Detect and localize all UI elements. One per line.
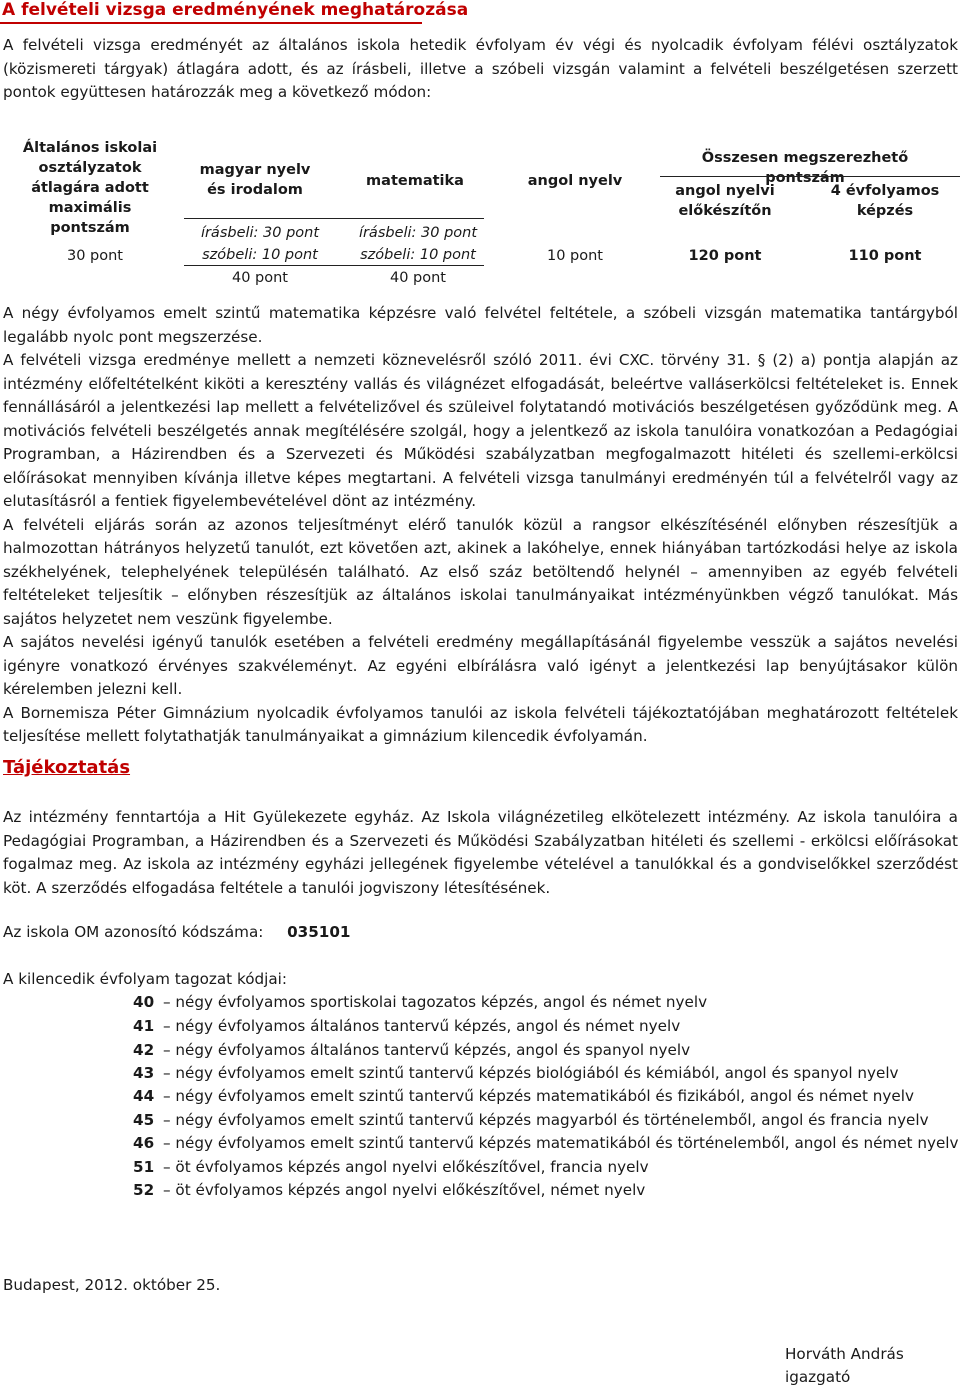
- total-header: Összesen megszerezhető pontszám: [701, 150, 909, 186]
- om-code: 035101: [287, 923, 351, 941]
- list-item: 41 – négy évfolyamos általános tantervű képzés, angol és német nyelv: [133, 1017, 681, 1035]
- hungarian-written: írásbeli: 30 pont: [200, 225, 320, 241]
- list-item: 43 – négy évfolyamos emelt szintű tantervű képzés biológiából és kémiából, angol és spanyol nyelv: [133, 1064, 899, 1082]
- page-title: A felvételi vizsga eredményének meghatározása: [2, 0, 469, 20]
- math-oral: szóbeli: 10 pont: [360, 247, 476, 263]
- list-item: 45 – négy évfolyamos emelt szintű tantervű képzés magyarból és történelemből, angol és francia nyelv: [133, 1111, 929, 1129]
- om-code-line: [3, 923, 350, 941]
- continuation-paragraph: A Bornemisza Péter Gimnázium nyolcadik évfolyamos tanulói az iskola felvételi tájékoztatójában meghatározott feltételek teljesítése mellett folytathatják tanulmányaikat a gimnázium kilencedik évfolyamán.: [3, 703, 958, 745]
- english-value: 10 pont: [546, 248, 603, 264]
- list-item: 46 – négy évfolyamos emelt szintű tantervű képzés matematikából és történelemből, angol és német nyelv: [133, 1134, 959, 1152]
- religion-condition-paragraph: A felvételi vizsga eredménye mellett a nemzeti köznevelésről szóló 2011. évi CXC. törvény 31. § (2) a) pontja alapján az intézmény előfeltételként kiköti a keresztény vallás és világnézet elfogadását, beleértve valláserkölcsi feltételeket is. Ennek fennállásáról a jelentkezési lap mellett a felvételizővel és szüleivel folytatandó motivációs beszélgetésen győződünk meg. A motivációs felvételi beszélgetés annak megítélésére szolgál, hogy a jelentkező az iskola tanulóira vonatkozóan a Pedagógiai Programban, a Házirendben és a Szervezeti és Működési szabályzatban megfogalmazott hitéleti és szellemi-erkölcsi előírásokat mennyiben kívánja illetve képes megtartani. A felvételi vizsga tanulmányi eredményén túl a felvételről vagy az elutasításról a fentiek figyelembevételével dönt az intézmény.: [3, 351, 958, 510]
- math-total: 40 pont: [389, 270, 446, 286]
- info-paragraph: [3, 806, 958, 900]
- info-text: Az intézmény fenntartója a Hit Gyülekezete egyház. Az Iskola világnézetileg elkötelezett intézmény. Az iskola tanulóira a Pedagógiai Programban, a Házirendben és a Szervezeti és Működési Szabályzatban hitéleti és szellemi - erkölcsi előírásokat fogalmaz meg. Az iskola az intézmény egyházi jellegének figyelembe vételével a tanulókkal és a gondviselőkkel szerződést köt. A szerződés elfogadása feltétele a tanulói jogviszony létesítésének.: [3, 808, 958, 897]
- avg-value: 30 pont: [66, 248, 123, 264]
- four-year-total-value: 110 pont: [848, 248, 922, 264]
- math-condition-paragraph: A négy évfolyamos emelt szintű matematika képzésre való felvétel feltétele, a szóbeli vizsgán matematika tantárgyból legalább nyolc pont megszerzése.: [3, 304, 958, 346]
- place-date: Budapest, 2012. október 25.: [3, 1276, 221, 1294]
- intro-paragraph: [3, 34, 958, 105]
- written-row-rule: [184, 218, 484, 219]
- prep-total-value: 120 pont: [688, 248, 762, 264]
- points-table: [0, 138, 960, 290]
- list-item: 44 – négy évfolyamos emelt szintű tantervű képzés matematikából és fizikából, angol és német nyelv: [133, 1087, 914, 1105]
- sub-prep-header: angol nyelvi előkészítőn: [675, 183, 775, 219]
- list-item: 52 – öt évfolyamos képzés angol nyelvi előkészítővel, német nyelv: [133, 1181, 646, 1199]
- signer-name: Horváth András: [785, 1345, 904, 1363]
- special-needs-paragraph: A sajátos nevelési igényű tanulók esetében a felvételi eredmény megállapításánál figyelembe vesszük a sajátos nevelési igényre vonatkozó érvényes szakvéleményt. Az egyéni elbírálásra való igényt a jelentkezési lap benyújtásakor külön kérelemben jelezni kell.: [3, 633, 958, 698]
- total-row-rule: [184, 265, 484, 266]
- signer-title: igazgató: [785, 1368, 851, 1386]
- om-label: Az iskola OM azonosító kódszáma:: [3, 923, 264, 941]
- total-header-rule: [660, 176, 960, 177]
- info-heading: Tájékoztatás: [3, 757, 131, 778]
- list-item: 42 – négy évfolyamos általános tantervű képzés, angol és spanyol nyelv: [133, 1041, 691, 1059]
- col-hungarian-header: magyar nyelv és irodalom: [199, 162, 311, 198]
- sub-4year-header: 4 évfolyamos képzés: [830, 183, 940, 219]
- hungarian-oral: szóbeli: 10 pont: [202, 247, 318, 263]
- intro-text: A felvételi vizsga eredményét az általános iskola hetedik évfolyam év végi és nyolcadik évfolyam félévi osztályzatok (közismereti tárgyak) átlagára adott, és az írásbeli, illetve a szóbeli vizsgán valamint a felvételi beszélgetésen szerzett pontok együttesen határozzák meg a következő módon:: [3, 36, 958, 101]
- codes-heading: A kilencedik évfolyam tagozat kódjai:: [3, 970, 288, 988]
- list-item: 40 – négy évfolyamos sportiskolai tagozatos képzés, angol és német nyelv: [133, 993, 708, 1011]
- math-written: írásbeli: 30 pont: [358, 225, 478, 241]
- col-math-header: matematika: [366, 173, 464, 189]
- list-item: 51 – öt évfolyamos képzés angol nyelvi előkészítővel, francia nyelv: [133, 1158, 649, 1176]
- body-paragraphs: [3, 302, 958, 749]
- col-english-header: angol nyelv: [527, 173, 623, 189]
- ranking-paragraph: A felvételi eljárás során az azonos teljesítményt elérő tanulók közül a rangsor elkészítésénél előnyben részesítjük a halmozottan hátrányos helyzetű tanulót, ezt követően azt, akinek a lakóhelye, ennek hiányában tartózkodási helye az iskola székhelyének, telephelyének településén található. Az első száz betöltendő helynél – amennyiben az egyéb felvételi feltételeket teljesítik – előnyben részesítjük az általános iskolai tanulmányaikat intézményünkben végző tanulókat. Más sajátos helyzetet nem veszünk figyelembe.: [3, 515, 958, 628]
- col-avg-header: Általános iskolai osztályzatok átlagára adott maximális pontszám: [22, 140, 158, 236]
- hungarian-total: 40 pont: [231, 270, 288, 286]
